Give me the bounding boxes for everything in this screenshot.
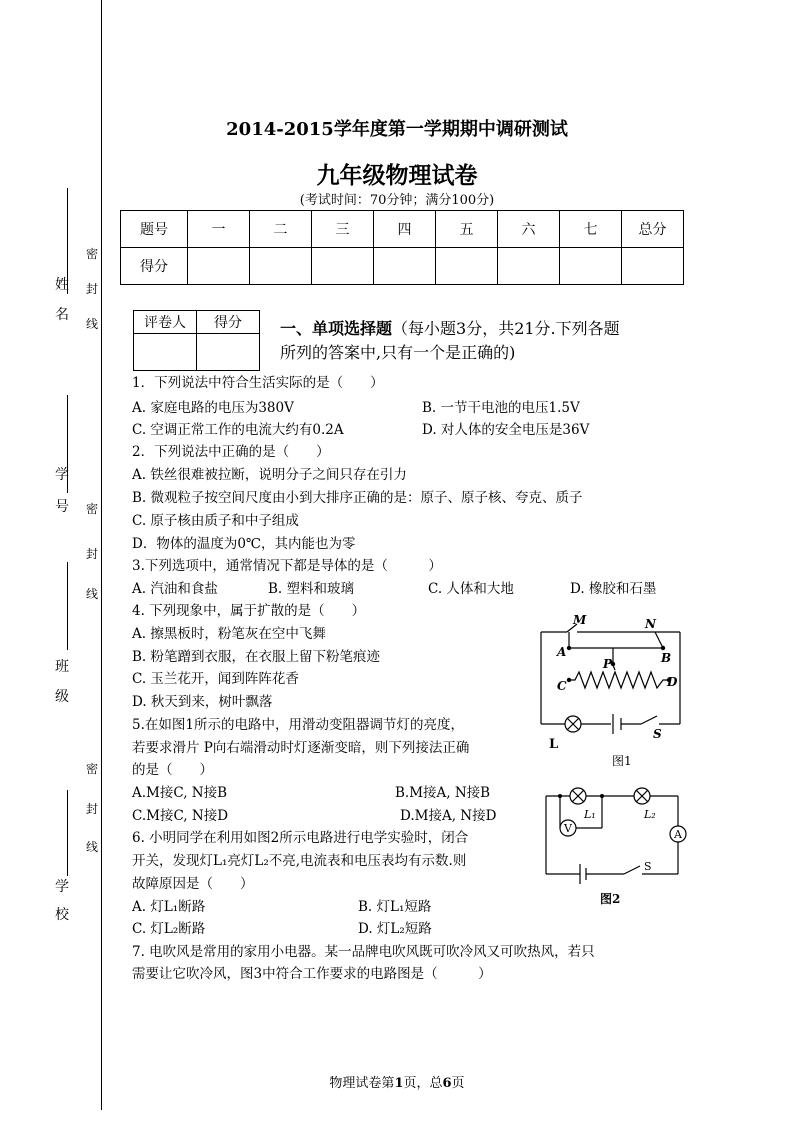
footer-page-number: 1	[394, 1076, 404, 1091]
paper-title: 九年级物理试卷	[316, 162, 478, 189]
section-note-1: （每小题3分，共21分.下列各题	[392, 319, 620, 338]
q7-stem-2: 需要让它吹冷风，图3中符合工作要求的电路图是（ ）	[132, 966, 492, 982]
seal-xian-2: 线	[86, 587, 99, 601]
figure-2-circuit	[540, 780, 690, 890]
score-row-label: 得分	[121, 248, 188, 285]
q6-option-a: A. 灯L₁断路	[132, 899, 206, 915]
score-table-header-row	[121, 211, 684, 248]
grader-table	[133, 310, 260, 371]
fig1-label-s: S	[653, 727, 662, 741]
q6-stem-3: 故障原因是（ ）	[132, 876, 254, 892]
figure-1-caption: 图1	[612, 754, 632, 768]
q5-option-a: A.M接C, N接B	[132, 785, 228, 801]
score-header-cell: 六	[498, 211, 560, 248]
exam-info: (考试时间：70分钟；满分100分)	[299, 193, 495, 208]
section-title: 一、单项选择题	[280, 319, 393, 338]
fig1-label-p: P	[603, 657, 613, 671]
score-header-cell: 七	[560, 211, 622, 248]
seal-feng-2: 封	[86, 547, 99, 561]
score-cell[interactable]	[436, 248, 498, 285]
q2-option-b: B. 微观粒子按空间尺度由小到大排序正确的是：原子、原子核、夸克、质子	[132, 490, 583, 506]
q2-option-d: D．物体的温度为0℃，其内能也为零	[132, 536, 356, 552]
q5-stem-1: 5.在如图1所示的电路中，用滑动变阻器调节灯的亮度，	[132, 717, 464, 733]
seal-mi-3: 密	[86, 762, 99, 776]
q4-option-d: D. 秋天到来，树叶飘落	[132, 694, 273, 710]
seal-feng-1: 封	[86, 282, 99, 296]
score-cell[interactable]	[622, 248, 684, 285]
grader-score-label: 得分	[197, 311, 260, 334]
score-cell[interactable]	[560, 248, 622, 285]
seal-mi-2: 密	[86, 502, 99, 516]
q5-option-d: D.M接A, N接D	[400, 808, 497, 824]
class-blank	[67, 562, 68, 650]
q6-option-c: C. 灯L₂断路	[132, 921, 206, 937]
seal-mi-1: 密	[86, 247, 99, 261]
fig1-label-l: L	[549, 737, 559, 752]
side-label-ji: 级	[55, 689, 69, 705]
seal-feng-3: 封	[86, 802, 99, 816]
fig2-ammeter-label: A	[674, 828, 682, 841]
exam-title: 2014-2015学年度第一学期期中调研测试	[226, 119, 568, 140]
q6-option-d: D. 灯L₂短路	[358, 921, 432, 937]
score-header-cell: 五	[436, 211, 498, 248]
grader-cell[interactable]	[134, 334, 197, 371]
q6-stem-1: 6. 小明同学在利用如图2所示电路进行电学实验时，闭合	[132, 830, 469, 846]
side-label-xiao: 校	[55, 907, 69, 923]
side-label-xue: 学	[55, 467, 69, 483]
q4-option-a: A. 擦黑板时，粉笔灰在空中飞舞	[132, 626, 326, 642]
side-label-hao: 号	[55, 499, 69, 515]
q1-option-c: C. 空调正常工作的电流大约有0.2A	[132, 422, 344, 438]
fig1-label-n: N	[645, 617, 656, 631]
side-label-ming: 名	[55, 307, 69, 323]
side-label-xue2: 学	[55, 879, 69, 895]
score-table-score-row	[121, 248, 684, 285]
score-header-cell: 二	[250, 211, 312, 248]
q6-stem-2: 开关，发现灯L₁亮灯L₂不亮,电流表和电压表均有示数.则	[132, 853, 467, 869]
fig1-label-a: A	[557, 645, 567, 659]
seal-xian-3: 线	[86, 840, 99, 854]
fig1-label-m: M	[573, 613, 587, 627]
footer-total-pages: 6	[442, 1076, 452, 1091]
q6-option-b: B. 灯L₁短路	[358, 899, 432, 915]
side-label-xing: 姓	[55, 277, 69, 293]
q1-stem: 1．下列说法中符合生活实际的是（ ）	[132, 375, 384, 391]
section-heading	[280, 317, 700, 365]
q4-stem: 4. 下列现象中，属于扩散的是（ ）	[132, 603, 366, 619]
q1-option-b: B. 一节干电池的电压1.5V	[422, 400, 580, 416]
fig1-label-c: C	[557, 679, 567, 693]
score-header-cell: 总分	[622, 211, 684, 248]
fig2-voltmeter-label: V	[564, 822, 572, 835]
q5-stem-3: 的是（ ）	[132, 762, 213, 778]
fig2-l1-label: L₁	[584, 808, 596, 821]
fig1-label-d: D	[667, 675, 678, 689]
footer-pre: 物理试卷第	[329, 1076, 395, 1091]
q4-option-b: B. 粉笔蹭到衣服，在衣服上留下粉笔痕迹	[132, 649, 381, 665]
figure-1-circuit	[535, 612, 685, 747]
q3-option-c: C. 人体和大地	[428, 581, 514, 597]
section-note-2: 所列的答案中,只有一个是正确的)	[280, 343, 516, 362]
grader-label: 评卷人	[134, 311, 197, 334]
q5-stem-2: 若要求滑片 P向右端滑动时灯逐渐变暗，则下列接法正确	[132, 740, 470, 756]
page-footer	[0, 1072, 794, 1091]
side-label-ban: 班	[55, 659, 69, 675]
fig2-switch-label: S	[644, 860, 652, 873]
q2-option-c: C. 原子核由质子和中子组成	[132, 513, 299, 529]
footer-mid: 页，总	[403, 1076, 443, 1091]
seal-xian-1: 线	[86, 317, 99, 331]
q4-option-c: C. 玉兰花开，闻到阵阵花香	[132, 671, 299, 687]
q3-option-d: D. 橡胶和石墨	[570, 581, 657, 597]
score-table	[120, 210, 684, 285]
q2-option-a: A. 铁丝很难被拉断，说明分子之间只存在引力	[132, 467, 407, 483]
q3-option-a: A. 汽油和食盐	[132, 581, 218, 597]
score-header-cell: 题号	[121, 211, 188, 248]
fig1-label-b: B	[661, 651, 672, 665]
score-cell[interactable]	[250, 248, 312, 285]
score-header-cell: 三	[312, 211, 374, 248]
q2-stem: 2．下列说法中正确的是（ ）	[132, 444, 330, 460]
footer-post: 页	[451, 1076, 465, 1091]
q3-stem: 3.下列选项中，通常情况下都是导体的是（ ）	[132, 558, 442, 574]
grader-score-cell[interactable]	[197, 334, 260, 371]
q1-option-d: D. 对人体的安全电压是36V	[422, 422, 590, 438]
q3-option-b: B. 塑料和玻璃	[268, 581, 355, 597]
score-cell[interactable]	[374, 248, 436, 285]
q5-option-c: C.M接C, N接D	[132, 808, 229, 824]
school-blank	[67, 790, 68, 876]
q5-option-b: B.M接A, N接B	[395, 785, 491, 801]
figure-2-caption: 图2	[600, 892, 621, 906]
score-cell[interactable]	[188, 248, 250, 285]
q1-option-a: A. 家庭电路的电压为380V	[132, 400, 294, 416]
q7-stem-1: 7. 电吹风是常用的家用小电器。某一品牌电吹风既可吹冷风又可吹热风，若只	[132, 944, 595, 960]
score-header-cell: 一	[188, 211, 250, 248]
score-header-cell: 四	[374, 211, 436, 248]
score-cell[interactable]	[498, 248, 560, 285]
score-cell[interactable]	[312, 248, 374, 285]
fig2-l2-label: L₂	[644, 808, 656, 821]
